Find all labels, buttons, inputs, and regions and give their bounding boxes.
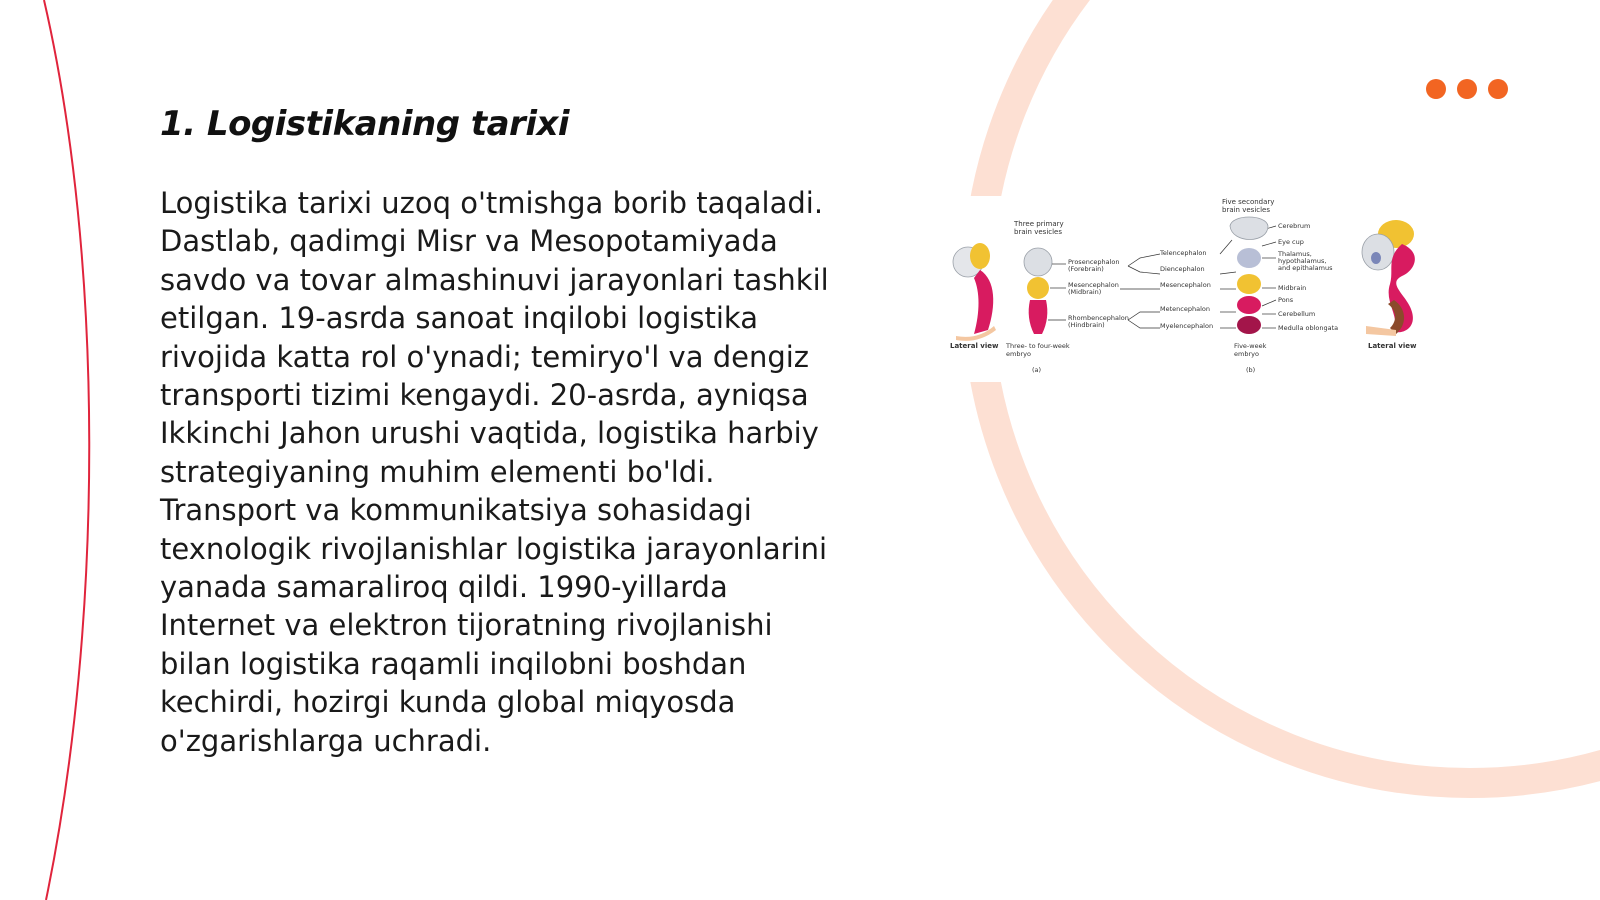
slide-title: 1. Logistikaning tarixi [160, 104, 570, 144]
label-metencephalon: Metencephalon [1160, 305, 1210, 313]
primary-vesicles-header: Three primary brain vesicles [1014, 220, 1064, 236]
label-prosencephalon: Prosencephalon (Forebrain) [1068, 258, 1120, 273]
left-curve-line [44, 0, 89, 900]
label-cerebellum: Cerebellum [1278, 310, 1316, 318]
label-mesencephalon-b: Mesencephalon [1160, 281, 1211, 289]
lateral-view-embryo-b [1362, 220, 1415, 336]
secondary-vesicles-header: Five secondary brain vesicles [1222, 198, 1275, 214]
label-midbrain: Midbrain [1278, 284, 1307, 292]
label-myelencephalon: Myelencephalon [1160, 322, 1214, 330]
lateral-view-label-a: Lateral view [950, 342, 999, 350]
lateral-view-embryo-a [953, 243, 996, 341]
label-medulla-oblongata: Medulla oblongata [1278, 324, 1339, 332]
label-mesencephalon: Mesencephalon (Midbrain) [1068, 281, 1119, 296]
orange-dot [1457, 79, 1477, 99]
brain-vesicles-diagram [950, 196, 1450, 382]
primary-vesicles-column [1024, 248, 1052, 334]
lateral-view-label-b: Lateral view [1368, 342, 1417, 350]
orange-dot [1426, 79, 1446, 99]
panel-letter-a: (a) [1032, 366, 1042, 374]
embryo-label-b: Five-week embryo [1234, 342, 1267, 358]
secondary-vesicles-column [1230, 217, 1268, 334]
embryo-label-a: Three- to four-week embryo [1006, 342, 1070, 358]
panel-letter-b: (b) [1246, 366, 1256, 374]
label-cerebrum: Cerebrum [1278, 222, 1311, 230]
orange-dot [1488, 79, 1508, 99]
slide-body-text: Logistika tarixi uzoq o'tmishga borib taqaladi. Dastlab, qadimgi Misr va Mesopotamiyada savdo va tovar almashinuvi jarayonlari tashkil etilgan. 19-asrda sanoat inqilobi logistika rivojida katta rol o'ynadi; temiryo'l va dengiz transporti tizimi kengaydi. 20-asrda, ayniqsa Ikkinchi Jahon urushi vaqtida, logistika harbiy strategiyaning muhim elementi bo'ldi. Transport va kommunikatsiya sohasidagi texnologik rivojlanishlar logistika jarayonlarini yanada samaraliroq qildi. 1990-yillarda Internet va elektron tijoratning rivojlanishi bilan logistika raqamli inqilobni boshdan kechirdi, hozirgi kunda global miqyosda o'zgarishlarga uchradi. [160, 186, 829, 758]
label-diencephalon: Diencephalon [1160, 265, 1205, 273]
decorative-dots [1426, 79, 1508, 99]
label-telencephalon: Telencephalon [1160, 249, 1207, 257]
label-thalamus: Thalamus, hypothalamus, and epithalamus [1278, 250, 1333, 272]
label-rhombencephalon: Rhombencephalon (Hindbrain) [1068, 314, 1129, 329]
peach-arc [977, 0, 1600, 783]
label-eye-cup: Eye cup [1278, 238, 1304, 246]
label-pons: Pons [1278, 296, 1294, 304]
